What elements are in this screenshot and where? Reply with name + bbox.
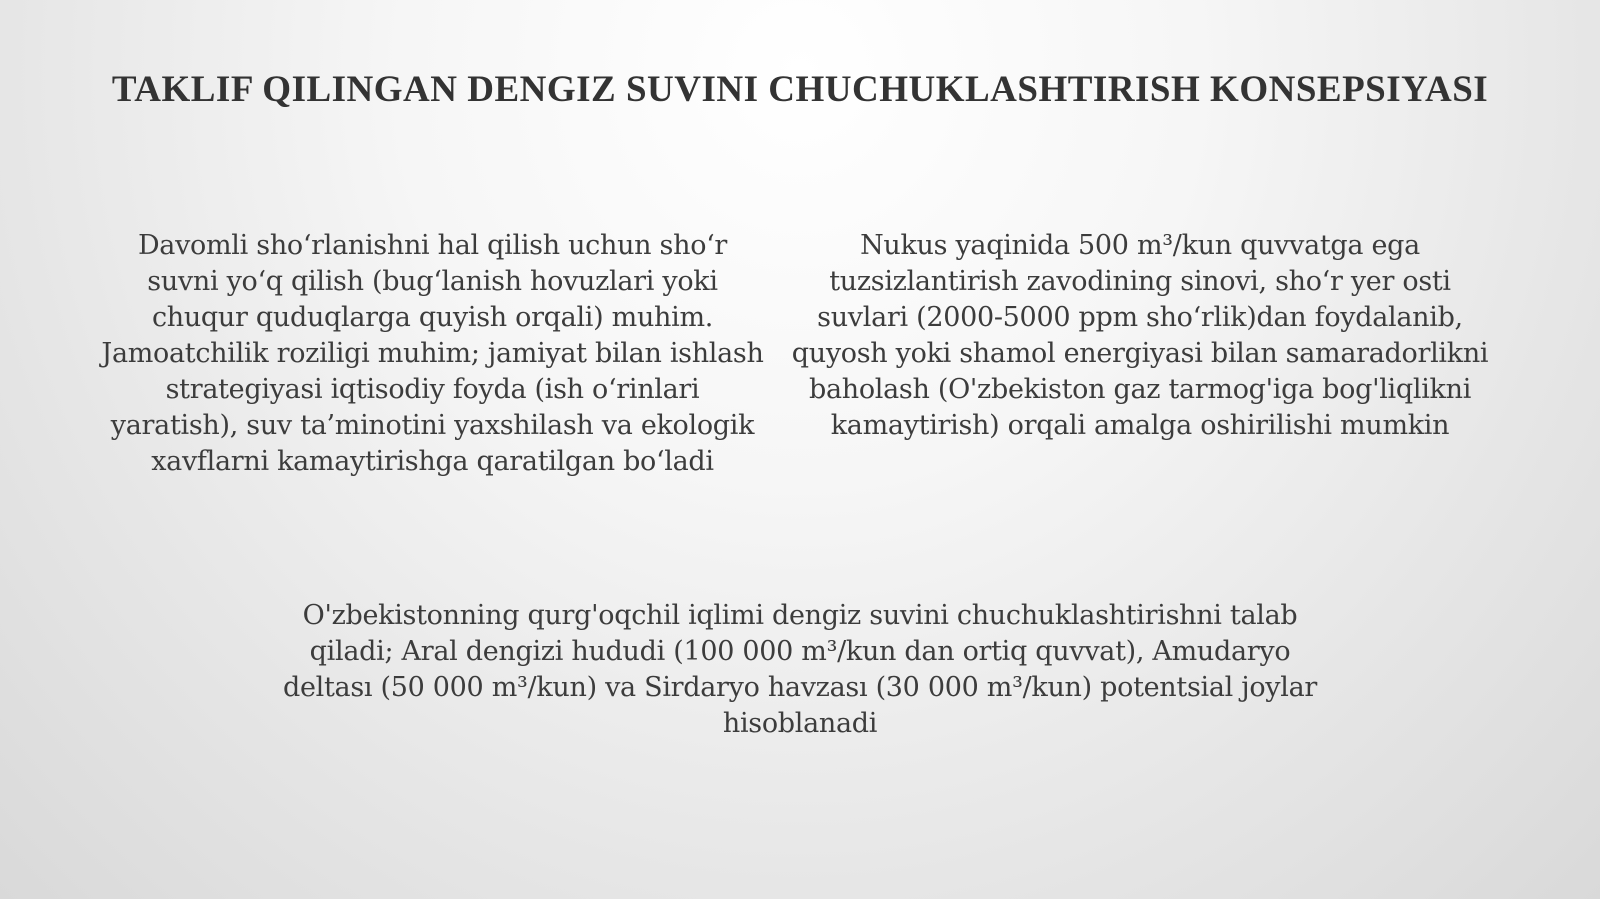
left-text-block: Davomli sho‘rlanishni hal qilish uchun sho‘r suvni yo‘q qilish (bug‘lanish hovuzlari yoki chuqur quduqlarga quyish orqali) muhim. Jamoatchilik roziligi muhim; jamiyat bilan ishlash strategiyasi iqtisodiy foyda (ish o‘rinlari yaratish), suv ta’minotini yaxshilash va ekologik xavflarni kamaytirishga qaratilgan bo‘ladi (101, 230, 764, 477)
right-text-block: Nukus yaqinida 500 m³/kun quvvatga ega tuzsizlantirish zavodining sinovi, sho‘r yer osti suvlari (2000-5000 ppm sho‘rlik)dan foydalanib, quyosh yoki shamol energiyasi bilan samaradorlikni baholash (O'zbekiston gaz tarmog'iga bog'liqlikni kamaytirish) orqali amalga oshirilishi mumkin (791, 230, 1489, 441)
bottom-text-block: O'zbekistonning qurg'oqchil iqlimi dengiz suvini chuchuklashtirishni talab qiladi; Aral dengizi hududi (100 000 m³/kun dan ortiq quvvat), Amudaryo deltası (50 000 m³/kun) va Sirdaryo havzası (30 000 m³/kun) potentsial joylar hisoblanadi (283, 600, 1317, 739)
slide-title: TAKLIF QILINGAN DENGIZ SUVINI CHUCHUKLASHTIRISH KONSEPSIYASI (111, 69, 1489, 110)
